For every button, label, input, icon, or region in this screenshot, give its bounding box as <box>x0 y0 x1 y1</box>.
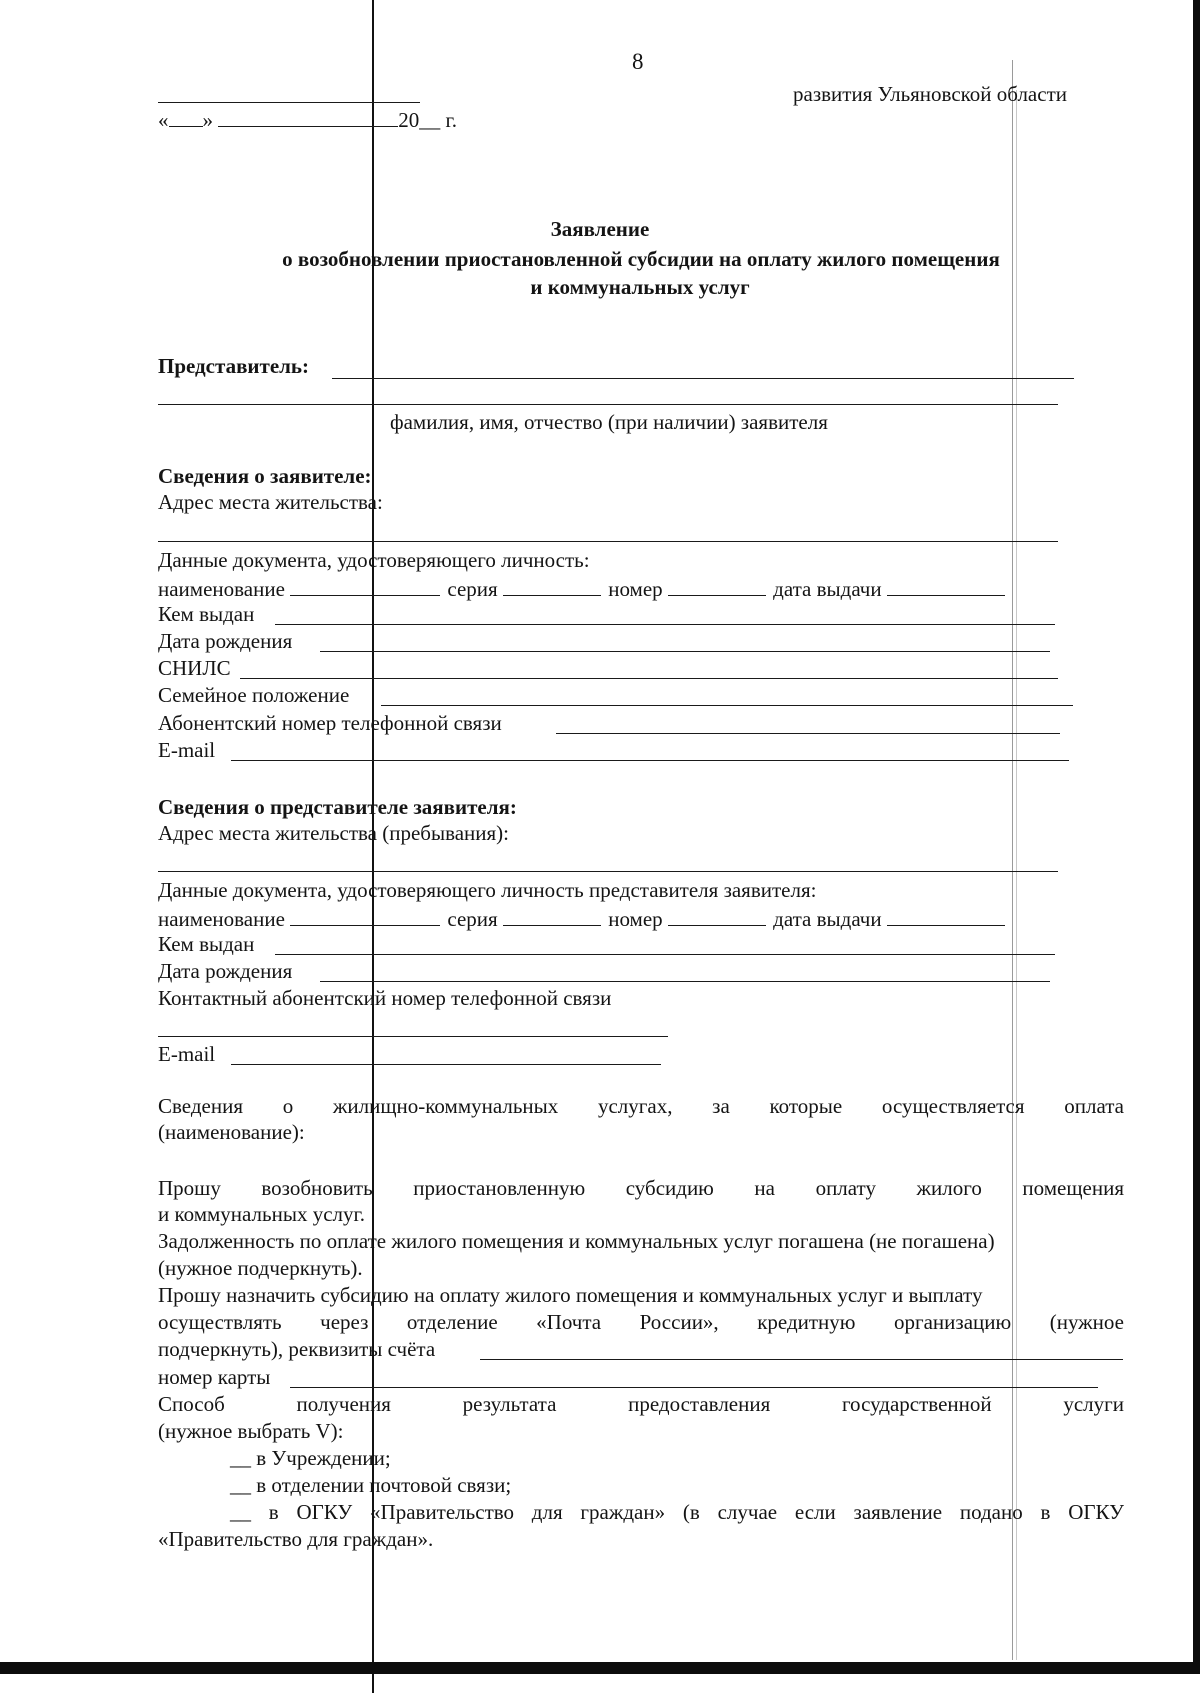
services-line-1: Сведения о жилищно-коммунальных услугах, за которые осуществляется оплата <box>158 1094 1124 1118</box>
rep-doc-series-label: серия <box>447 907 498 931</box>
org-line: развития Ульяновской области <box>793 82 1067 106</box>
applicant-doc-number-label: номер <box>608 577 663 601</box>
rep-email-label: E-mail <box>158 1042 216 1066</box>
applicant-doc-name-field[interactable] <box>290 577 440 596</box>
method-line-2: (нужное выбрать V): <box>158 1419 344 1443</box>
applicant-phone-field[interactable] <box>556 733 1060 734</box>
request-p3-line-3: подчеркнуть), реквизиты счёта <box>158 1337 436 1361</box>
request-p1-line-2: и коммунальных услуг. <box>158 1202 365 1226</box>
applicant-doc-date-field[interactable] <box>887 577 1005 596</box>
request-p2-line-1: Задолженность по оплате жилого помещения и коммунальных услуг погашена (не погашена) <box>158 1229 995 1253</box>
page-number: 8 <box>632 49 644 74</box>
rep-email-field[interactable] <box>231 1064 661 1065</box>
date-year: 20__ г. <box>398 108 457 132</box>
representative-field-2[interactable] <box>158 404 1058 405</box>
signature-line <box>158 102 420 103</box>
request-p3-line-1: Прошу назначить субсидию на оплату жилого помещения и коммунальных услуг и выплату <box>158 1283 983 1307</box>
applicant-family-label: Семейное положение <box>158 683 350 707</box>
scan-stripe-right <box>1012 60 1013 1660</box>
applicant-family-field[interactable] <box>381 705 1073 706</box>
applicant-doc-row <box>158 577 1005 600</box>
rep-doc-name-field[interactable] <box>290 907 440 926</box>
applicant-email-field[interactable] <box>231 760 1069 761</box>
rep-id-doc-label: Данные документа, удостоверяющего личность представителя заявителя: <box>158 878 817 902</box>
method-option-3-line-1[interactable]: __ в ОГКУ «Правительство для граждан» (в случае если заявление подано в ОГКУ <box>230 1500 1124 1524</box>
method-option-2[interactable]: __ в отделении почтовой связи; <box>230 1473 512 1497</box>
applicant-issued-by-field[interactable] <box>275 624 1055 625</box>
rep-doc-number-label: номер <box>608 907 663 931</box>
scan-stripe-right-2 <box>1016 90 1017 1660</box>
rep-doc-row <box>158 907 1005 930</box>
applicant-email-label: E-mail <box>158 738 216 762</box>
applicant-doc-series-label: серия <box>447 577 498 601</box>
rep-doc-date-field[interactable] <box>887 907 1005 926</box>
representative-label: Представитель: <box>158 354 310 378</box>
request-p2-line-2: (нужное подчеркнуть). <box>158 1256 363 1280</box>
date-open-quote: « <box>158 108 169 132</box>
rep-phone-field[interactable] <box>158 1036 668 1037</box>
applicant-address-field[interactable] <box>158 541 1058 542</box>
method-option-3-line-2: «Правительство для граждан». <box>158 1527 434 1551</box>
method-line-1: Способ получения результата предоставления государственной услуги <box>158 1392 1124 1416</box>
applicant-address-label: Адрес места жительства: <box>158 490 383 514</box>
rep-birth-date-label: Дата рождения <box>158 959 293 983</box>
rep-address-label: Адрес места жительства (пребывания): <box>158 821 510 845</box>
applicant-doc-name-label: наименование <box>158 577 285 601</box>
applicant-phone-label: Абонентский номер телефонной связи <box>158 711 502 735</box>
applicant-snils-field[interactable] <box>240 678 1058 679</box>
applicant-heading: Сведения о заявителе: <box>158 464 372 488</box>
date-close-quote: » <box>202 108 213 132</box>
applicant-issued-by-label: Кем выдан <box>158 602 255 626</box>
rep-phone-label: Контактный абонентский номер телефонной связи <box>158 986 612 1010</box>
title-line-1: Заявление <box>550 217 650 241</box>
rep-doc-series-field[interactable] <box>503 907 601 926</box>
account-details-field[interactable] <box>480 1359 1123 1360</box>
scan-right-border <box>1193 0 1200 1674</box>
applicant-doc-date-label: дата выдачи <box>773 577 882 601</box>
applicant-doc-number-field[interactable] <box>668 577 766 596</box>
card-number-field[interactable] <box>290 1387 1098 1388</box>
applicant-doc-series-field[interactable] <box>503 577 601 596</box>
title-line-3: и коммунальных услуг <box>530 275 750 299</box>
representative-field[interactable] <box>332 378 1074 379</box>
rep-heading: Сведения о представителе заявителя: <box>158 795 517 819</box>
applicant-id-doc-label: Данные документа, удостоверяющего личность: <box>158 548 590 572</box>
request-p1-line-1: Прошу возобновить приостановленную субсидию на оплату жилого помещения <box>158 1176 1124 1200</box>
rep-doc-number-field[interactable] <box>668 907 766 926</box>
rep-address-field[interactable] <box>158 871 1058 872</box>
title-line-2: о возобновлении приостановленной субсидии на оплату жилого помещения <box>282 247 1000 271</box>
date-month-blank[interactable] <box>218 108 398 127</box>
date-line <box>158 108 457 131</box>
rep-issued-by-label: Кем выдан <box>158 932 255 956</box>
applicant-birth-date-field[interactable] <box>320 651 1050 652</box>
rep-doc-name-label: наименование <box>158 907 285 931</box>
representative-caption: фамилия, имя, отчество (при наличии) заявителя <box>390 410 828 434</box>
rep-issued-by-field[interactable] <box>275 954 1055 955</box>
card-number-label: номер карты <box>158 1365 271 1389</box>
request-p3-line-2: осуществлять через отделение «Почта России», кредитную организацию (нужное <box>158 1310 1124 1334</box>
applicant-snils-label: СНИЛС <box>158 656 231 680</box>
method-option-1[interactable]: __ в Учреждении; <box>230 1446 391 1470</box>
scan-bottom-border <box>0 1662 1200 1674</box>
services-line-2: (наименование): <box>158 1120 305 1144</box>
rep-birth-date-field[interactable] <box>320 981 1050 982</box>
applicant-birth-date-label: Дата рождения <box>158 629 293 653</box>
rep-doc-date-label: дата выдачи <box>773 907 882 931</box>
date-day-blank[interactable] <box>169 108 203 127</box>
